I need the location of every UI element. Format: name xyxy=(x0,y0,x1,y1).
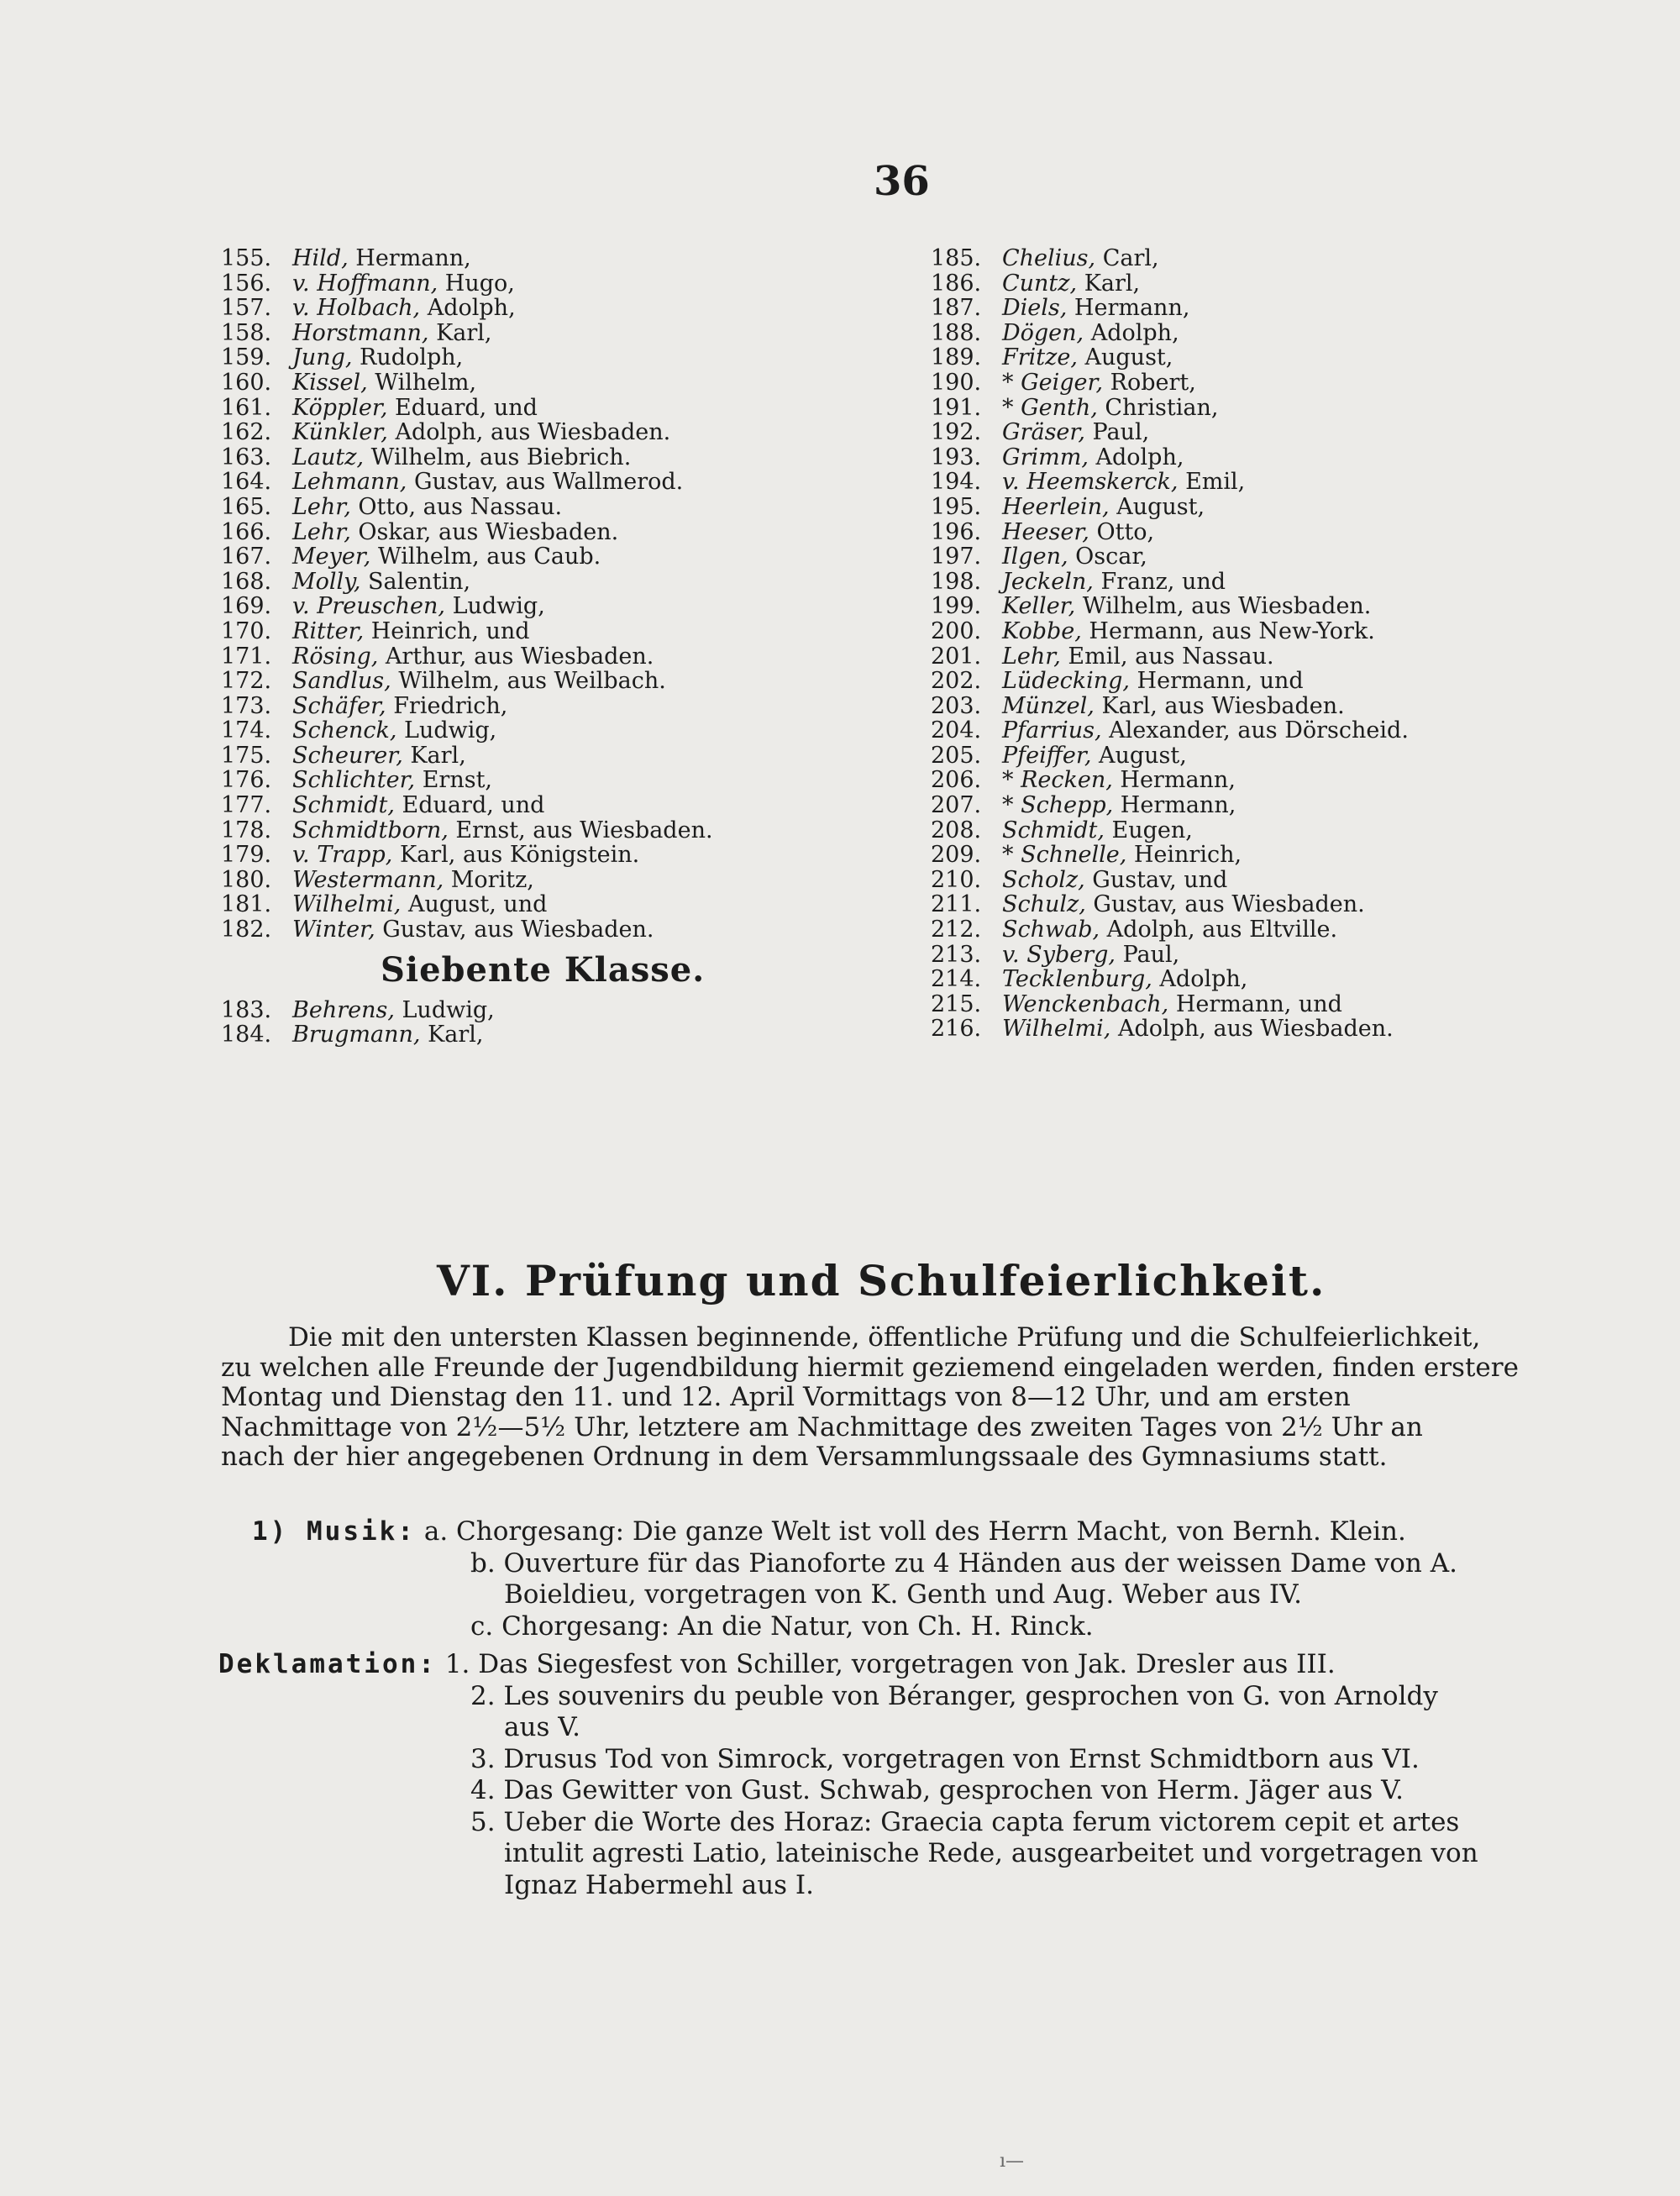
student-entry xyxy=(221,669,927,694)
student-details: August, xyxy=(1077,344,1173,371)
student-entry xyxy=(931,868,1645,893)
student-details: Adolph, xyxy=(1152,966,1248,993)
entry-number: 212. xyxy=(931,917,982,943)
student-details: Eduard, und xyxy=(394,792,545,819)
entry-number: 171. xyxy=(221,643,272,670)
student-surname: Heerlein, xyxy=(1002,493,1110,520)
entry-number: 175. xyxy=(221,742,272,769)
student-entry xyxy=(931,967,1645,992)
student-entry xyxy=(931,743,1645,769)
entry-number: 208. xyxy=(931,817,982,843)
student-details: Adolph, aus Eltville. xyxy=(1100,917,1338,943)
student-entry xyxy=(221,818,927,843)
entry-number: 178. xyxy=(221,817,272,843)
entry-number: 201. xyxy=(931,643,982,670)
student-entry xyxy=(931,694,1645,719)
student-surname: Gräser, xyxy=(1002,419,1085,446)
entry-number: 168. xyxy=(221,568,272,595)
entry-number: 162. xyxy=(221,419,272,446)
student-entry xyxy=(221,544,927,570)
student-surname: Lautz, xyxy=(292,444,365,470)
program-item: 1. Das Siegesfest von Schiller, vorgetragen von Jak. Dresler aus III. xyxy=(444,1649,1336,1679)
program-item: 4. Das Gewitter von Gust. Schwab, gesprochen von Herm. Jäger aus V. xyxy=(470,1775,1404,1805)
entry-number: 160. xyxy=(221,369,272,396)
entry-number: 187. xyxy=(931,295,982,322)
student-surname: Keller, xyxy=(1002,593,1076,620)
program-item: 5. Ueber die Worte des Horaz: Graecia capta ferum victorem cepit et artes xyxy=(470,1806,1460,1837)
student-entry xyxy=(931,246,1645,271)
student-surname: Fritze, xyxy=(1002,344,1078,371)
entry-number: 200. xyxy=(931,617,982,644)
student-entry xyxy=(931,570,1645,595)
student-details: Hermann, xyxy=(1067,295,1190,322)
student-surname: Wenckenbach, xyxy=(1002,990,1169,1017)
student-surname: Horstmann, xyxy=(292,319,429,346)
entry-number: 191. xyxy=(931,394,982,421)
student-surname: Westermann, xyxy=(292,866,444,893)
student-details: Emil, xyxy=(1178,469,1246,496)
student-entry xyxy=(221,570,927,595)
student-surname: v. Preuschen, xyxy=(292,593,445,620)
student-surname: Ilgen, xyxy=(1002,544,1068,570)
student-details: Salentin, xyxy=(360,568,471,595)
student-entry xyxy=(221,420,927,445)
student-surname: Lehr, xyxy=(292,493,351,520)
student-surname: Schwab, xyxy=(1002,917,1100,943)
student-entry xyxy=(931,396,1645,421)
entry-number: 156. xyxy=(221,270,272,297)
student-entry xyxy=(221,1022,927,1048)
student-details: Franz, und xyxy=(1093,568,1226,595)
student-entry xyxy=(221,445,927,470)
student-entry xyxy=(221,495,927,520)
student-details: Eduard, und xyxy=(387,394,538,421)
student-surname: * Recken, xyxy=(1002,767,1113,794)
entry-number: 202. xyxy=(931,668,982,695)
student-surname: Schulz, xyxy=(1002,891,1086,918)
student-details: Ludwig, xyxy=(444,593,545,620)
student-surname: Jung, xyxy=(292,344,353,371)
entry-number: 182. xyxy=(221,917,272,943)
student-entry xyxy=(931,321,1645,346)
student-details: Karl, xyxy=(1077,270,1141,297)
student-details: Christian, xyxy=(1097,394,1219,421)
entry-number: 215. xyxy=(931,990,982,1017)
student-surname: Kissel, xyxy=(292,369,368,396)
student-details: Alexander, aus Dörscheid. xyxy=(1101,717,1409,744)
student-entry xyxy=(221,619,927,644)
entry-number: 214. xyxy=(931,966,982,993)
student-entry xyxy=(931,768,1645,793)
program-music-a xyxy=(252,1516,1596,1548)
student-details: Gustav, aus Wiesbaden. xyxy=(375,917,654,943)
student-surname: Wilhelmi, xyxy=(292,891,402,918)
student-entry xyxy=(221,644,927,670)
student-surname: Sandlus, xyxy=(292,668,391,695)
student-details: Otto, aus Nassau. xyxy=(350,493,563,520)
entry-number: 194. xyxy=(931,469,982,496)
entry-number: 158. xyxy=(221,319,272,346)
student-entry xyxy=(931,644,1645,670)
student-surname: Ritter, xyxy=(292,617,365,644)
student-entry xyxy=(931,718,1645,743)
entry-number: 172. xyxy=(221,668,272,695)
student-surname: Grimm, xyxy=(1002,444,1089,470)
student-entry xyxy=(221,892,927,917)
entry-number: 169. xyxy=(221,593,272,620)
paragraph-line: zu welchen alle Freunde der Jugendbildung hiermit geziemend eingeladen werden, finden erstere xyxy=(221,1352,1519,1383)
student-details: Gustav, aus Wiesbaden. xyxy=(1085,891,1365,918)
entry-number: 166. xyxy=(221,518,272,545)
entry-number: 188. xyxy=(931,319,982,346)
student-details: Hermann, und xyxy=(1129,668,1304,695)
program-item: 3. Drusus Tod von Simrock, vorgetragen von Ernst Schmidtborn aus VI. xyxy=(470,1743,1420,1774)
program-item: b. Ouverture für das Pianoforte zu 4 Händen aus der weissen Dame von A. xyxy=(470,1547,1457,1579)
student-details: Hermann, xyxy=(1112,767,1236,794)
entry-number: 185. xyxy=(931,245,982,271)
student-entry xyxy=(221,246,927,271)
student-details: Karl, aus Königstein. xyxy=(392,842,640,869)
student-surname: Rösing, xyxy=(292,643,379,670)
student-entry xyxy=(221,917,927,943)
student-details: Oscar, xyxy=(1068,544,1147,570)
student-entry xyxy=(221,793,927,818)
student-entry xyxy=(221,694,927,719)
student-entry xyxy=(221,370,927,396)
student-surname: Meyer, xyxy=(292,544,371,570)
student-surname: Münzel, xyxy=(1002,692,1095,719)
entry-number: 159. xyxy=(221,344,272,371)
student-surname: Tecklenburg, xyxy=(1002,966,1152,993)
student-surname: Schmidt, xyxy=(292,792,395,819)
student-entry xyxy=(221,396,927,421)
student-surname: Brugmann, xyxy=(292,1022,421,1048)
entry-number: 174. xyxy=(221,717,272,744)
entry-number: 210. xyxy=(931,866,982,893)
class-heading-siebente: Siebente Klasse. xyxy=(381,949,706,990)
student-details: Karl, aus Wiesbaden. xyxy=(1094,692,1345,719)
student-details: Wilhelm, aus Biebrich. xyxy=(364,444,632,470)
entry-number: 213. xyxy=(931,941,982,968)
student-surname: Lehr, xyxy=(1002,643,1061,670)
student-surname: Lüdecking, xyxy=(1002,668,1130,695)
entry-number: 186. xyxy=(931,270,982,297)
program-declamation-1 xyxy=(218,1649,1596,1681)
entry-number: 207. xyxy=(931,792,982,819)
student-entry xyxy=(221,470,927,495)
student-entry xyxy=(931,470,1645,495)
student-entry xyxy=(931,370,1645,396)
student-surname: Heeser, xyxy=(1002,518,1089,545)
student-entry xyxy=(221,345,927,370)
student-surname: Pfarrius, xyxy=(1002,717,1102,744)
student-entry xyxy=(931,594,1645,619)
program-list xyxy=(218,1516,1596,1901)
student-surname: * Schepp, xyxy=(1002,792,1114,819)
student-entry xyxy=(221,843,927,868)
entry-number: 205. xyxy=(931,742,982,769)
student-entry xyxy=(931,992,1645,1017)
student-details: Heinrich, und xyxy=(364,617,530,644)
program-item: aus V. xyxy=(504,1712,581,1742)
entry-number: 193. xyxy=(931,444,982,470)
student-surname: Behrens, xyxy=(292,996,395,1023)
entry-number: 163. xyxy=(221,444,272,470)
student-surname: v. Syberg, xyxy=(1002,941,1116,968)
entry-number: 180. xyxy=(221,866,272,893)
student-details: Ludwig, xyxy=(394,996,495,1023)
student-entry xyxy=(931,917,1645,943)
student-details: August, xyxy=(1109,493,1205,520)
student-details: Adolph, xyxy=(420,295,516,322)
entry-number: 196. xyxy=(931,518,982,545)
entry-number: 199. xyxy=(931,593,982,620)
student-details: Paul, xyxy=(1084,419,1150,446)
student-surname: Dögen, xyxy=(1002,319,1084,346)
paragraph-line: Nachmittage von 2½—5½ Uhr, letztere am Nachmittage des zweiten Tages von 2½ Uhr an xyxy=(221,1411,1423,1442)
student-surname: Diels, xyxy=(1002,295,1068,322)
student-entry xyxy=(931,495,1645,520)
section-title: VI. Prüfung und Schulfeierlichkeit. xyxy=(437,1256,1326,1306)
student-entry xyxy=(931,843,1645,868)
student-entry xyxy=(221,296,927,321)
student-entry xyxy=(931,520,1645,545)
student-details: Friedrich, xyxy=(386,692,508,719)
student-entry xyxy=(931,345,1645,370)
entry-number: 170. xyxy=(221,617,272,644)
student-surname: Wilhelmi, xyxy=(1002,1016,1111,1043)
entry-number: 192. xyxy=(931,419,982,446)
student-entry xyxy=(221,594,927,619)
student-details: Gustav, und xyxy=(1084,866,1228,893)
entry-number: 197. xyxy=(931,544,982,570)
program-item: Ignaz Habermehl aus I. xyxy=(504,1869,815,1900)
program-item: 2. Les souvenirs du peuble von Béranger, gesprochen von G. von Arnoldy xyxy=(470,1680,1438,1711)
student-list-right xyxy=(931,246,1645,1042)
entry-number: 189. xyxy=(931,344,982,371)
student-entry xyxy=(221,718,927,743)
student-details: Heinrich, xyxy=(1126,842,1242,869)
student-entry xyxy=(931,619,1645,644)
student-details: Otto, xyxy=(1089,518,1155,545)
program-item: Boieldieu, vorgetragen von K. Genth und Aug. Weber aus IV. xyxy=(504,1579,1302,1610)
entry-number: 157. xyxy=(221,295,272,322)
paragraph-line: Montag und Dienstag den 11. und 12. April Vormittags von 8—12 Uhr, und am ersten xyxy=(221,1382,1351,1412)
student-entry xyxy=(931,296,1645,321)
student-surname: v. Hoffmann, xyxy=(292,270,438,297)
student-details: Paul, xyxy=(1116,941,1180,968)
student-surname: v. Heemskerck, xyxy=(1002,469,1179,496)
student-details: Ernst, aus Wiesbaden. xyxy=(448,817,713,843)
entry-number: 216. xyxy=(931,1016,982,1043)
student-details: Adolph, xyxy=(1084,319,1179,346)
student-surname: Molly, xyxy=(292,568,361,595)
entry-number: 203. xyxy=(931,692,982,719)
student-entry xyxy=(931,793,1645,818)
student-surname: Schmidt, xyxy=(1002,817,1105,843)
student-entry xyxy=(221,271,927,297)
student-details: Hermann, xyxy=(348,245,471,271)
student-details: Hermann, aus New-York. xyxy=(1081,617,1375,644)
student-details: Wilhelm, aus Wiesbaden. xyxy=(1075,593,1372,620)
student-details: August, xyxy=(1091,742,1187,769)
student-details: Adolph, aus Wiesbaden. xyxy=(1110,1016,1394,1043)
student-details: Wilhelm, aus Weilbach. xyxy=(391,668,666,695)
student-details: Hugo, xyxy=(438,270,515,297)
student-entry xyxy=(931,271,1645,297)
entry-number: 176. xyxy=(221,767,272,794)
student-surname: * Genth, xyxy=(1002,394,1098,421)
student-entry xyxy=(931,1017,1645,1042)
student-surname: Cuntz, xyxy=(1002,270,1078,297)
program-item: c. Chorgesang: An die Natur, von Ch. H. Rinck. xyxy=(470,1610,1094,1642)
student-entry xyxy=(221,520,927,545)
student-surname: Lehr, xyxy=(292,518,351,545)
entry-number: 204. xyxy=(931,717,982,744)
student-details: Adolph, xyxy=(1088,444,1184,470)
student-surname: Chelius, xyxy=(1002,245,1096,271)
student-details: Karl, xyxy=(420,1022,484,1048)
entry-number: 206. xyxy=(931,767,982,794)
entry-number: 173. xyxy=(221,692,272,719)
student-details: Wilhelm, xyxy=(367,369,477,396)
student-details: Ernst, xyxy=(415,767,493,794)
student-entry xyxy=(931,544,1645,570)
student-details: Hermann, xyxy=(1113,792,1236,819)
student-surname: * Schnelle, xyxy=(1002,842,1127,869)
entry-number: 155. xyxy=(221,245,272,271)
student-details: Gustav, aus Wallmerod. xyxy=(407,469,684,496)
student-entry xyxy=(931,892,1645,917)
student-surname: Schäfer, xyxy=(292,692,386,719)
student-surname: * Geiger, xyxy=(1002,369,1104,396)
entry-number: 177. xyxy=(221,792,272,819)
student-details: Adolph, aus Wiesbaden. xyxy=(387,419,671,446)
student-entry xyxy=(931,669,1645,694)
student-details: Rudolph, xyxy=(352,344,464,371)
program-item: intulit agresti Latio, lateinische Rede, ausgearbeitet und vorgetragen von xyxy=(504,1838,1478,1868)
student-entry xyxy=(221,743,927,769)
student-entry xyxy=(931,445,1645,470)
student-details: Eugen, xyxy=(1104,817,1193,843)
entry-number: 161. xyxy=(221,394,272,421)
program-item: a. Chorgesang: Die ganze Welt ist voll des Herrn Macht, von Bernh. Klein. xyxy=(423,1516,1406,1547)
student-details: Ludwig, xyxy=(396,717,497,744)
student-surname: Schenck, xyxy=(292,717,397,744)
student-surname: v. Holbach, xyxy=(292,295,421,322)
entry-number: 198. xyxy=(931,568,982,595)
student-details: August, und xyxy=(401,891,548,918)
student-list-left xyxy=(221,246,927,1048)
entry-number: 190. xyxy=(931,369,982,396)
student-surname: v. Trapp, xyxy=(292,842,393,869)
declamation-label: Deklamation: xyxy=(218,1649,437,1679)
student-entry xyxy=(221,998,927,1023)
student-surname: Pfeiffer, xyxy=(1002,742,1092,769)
entry-number: 164. xyxy=(221,469,272,496)
announcement-paragraph xyxy=(221,1323,1582,1473)
student-surname: Winter, xyxy=(292,917,375,943)
student-entry xyxy=(931,420,1645,445)
student-surname: Schlichter, xyxy=(292,767,416,794)
entry-number: 184. xyxy=(221,1022,272,1048)
entry-number: 165. xyxy=(221,493,272,520)
student-details: Oskar, aus Wiesbaden. xyxy=(350,518,619,545)
student-details: Hermann, und xyxy=(1168,990,1342,1017)
student-surname: Kobbe, xyxy=(1002,617,1082,644)
student-surname: Jeckeln, xyxy=(1002,568,1094,595)
entry-number: 183. xyxy=(221,996,272,1023)
student-details: Wilhelm, aus Caub. xyxy=(370,544,601,570)
entry-number: 195. xyxy=(931,493,982,520)
bottom-mark: ı— xyxy=(1000,2151,1025,2172)
student-surname: Schmidtborn, xyxy=(292,817,449,843)
student-details: Arthur, aus Wiesbaden. xyxy=(378,643,654,670)
student-details: Carl, xyxy=(1095,245,1159,271)
student-details: Karl, xyxy=(402,742,466,769)
entry-number: 209. xyxy=(931,842,982,869)
entry-number: 179. xyxy=(221,842,272,869)
music-label: 1) Musik: xyxy=(252,1516,416,1547)
student-entry xyxy=(931,818,1645,843)
student-surname: Lehmann, xyxy=(292,469,407,496)
entry-number: 211. xyxy=(931,891,982,918)
student-details: Moritz, xyxy=(444,866,534,893)
student-entry xyxy=(221,868,927,893)
student-entry xyxy=(931,943,1645,968)
page-number: 36 xyxy=(874,158,930,205)
student-entry xyxy=(221,321,927,346)
entry-number: 167. xyxy=(221,544,272,570)
paragraph-line: nach der hier angegebenen Ordnung in dem Versammlungssaale des Gymnasiums statt. xyxy=(221,1442,1388,1472)
student-surname: Köppler, xyxy=(292,394,388,421)
student-surname: Künkler, xyxy=(292,419,388,446)
student-entry xyxy=(221,768,927,793)
student-details: Robert, xyxy=(1103,369,1196,396)
student-details: Emil, aus Nassau. xyxy=(1060,643,1274,670)
student-surname: Hild, xyxy=(292,245,349,271)
entry-number: 181. xyxy=(221,891,272,918)
paragraph-line: Die mit den untersten Klassen beginnende, öffentliche Prüfung und die Schulfeierlichkeit, xyxy=(288,1322,1481,1353)
student-surname: Scholz, xyxy=(1002,866,1085,893)
student-surname: Scheurer, xyxy=(292,742,403,769)
student-details: Karl, xyxy=(428,319,492,346)
